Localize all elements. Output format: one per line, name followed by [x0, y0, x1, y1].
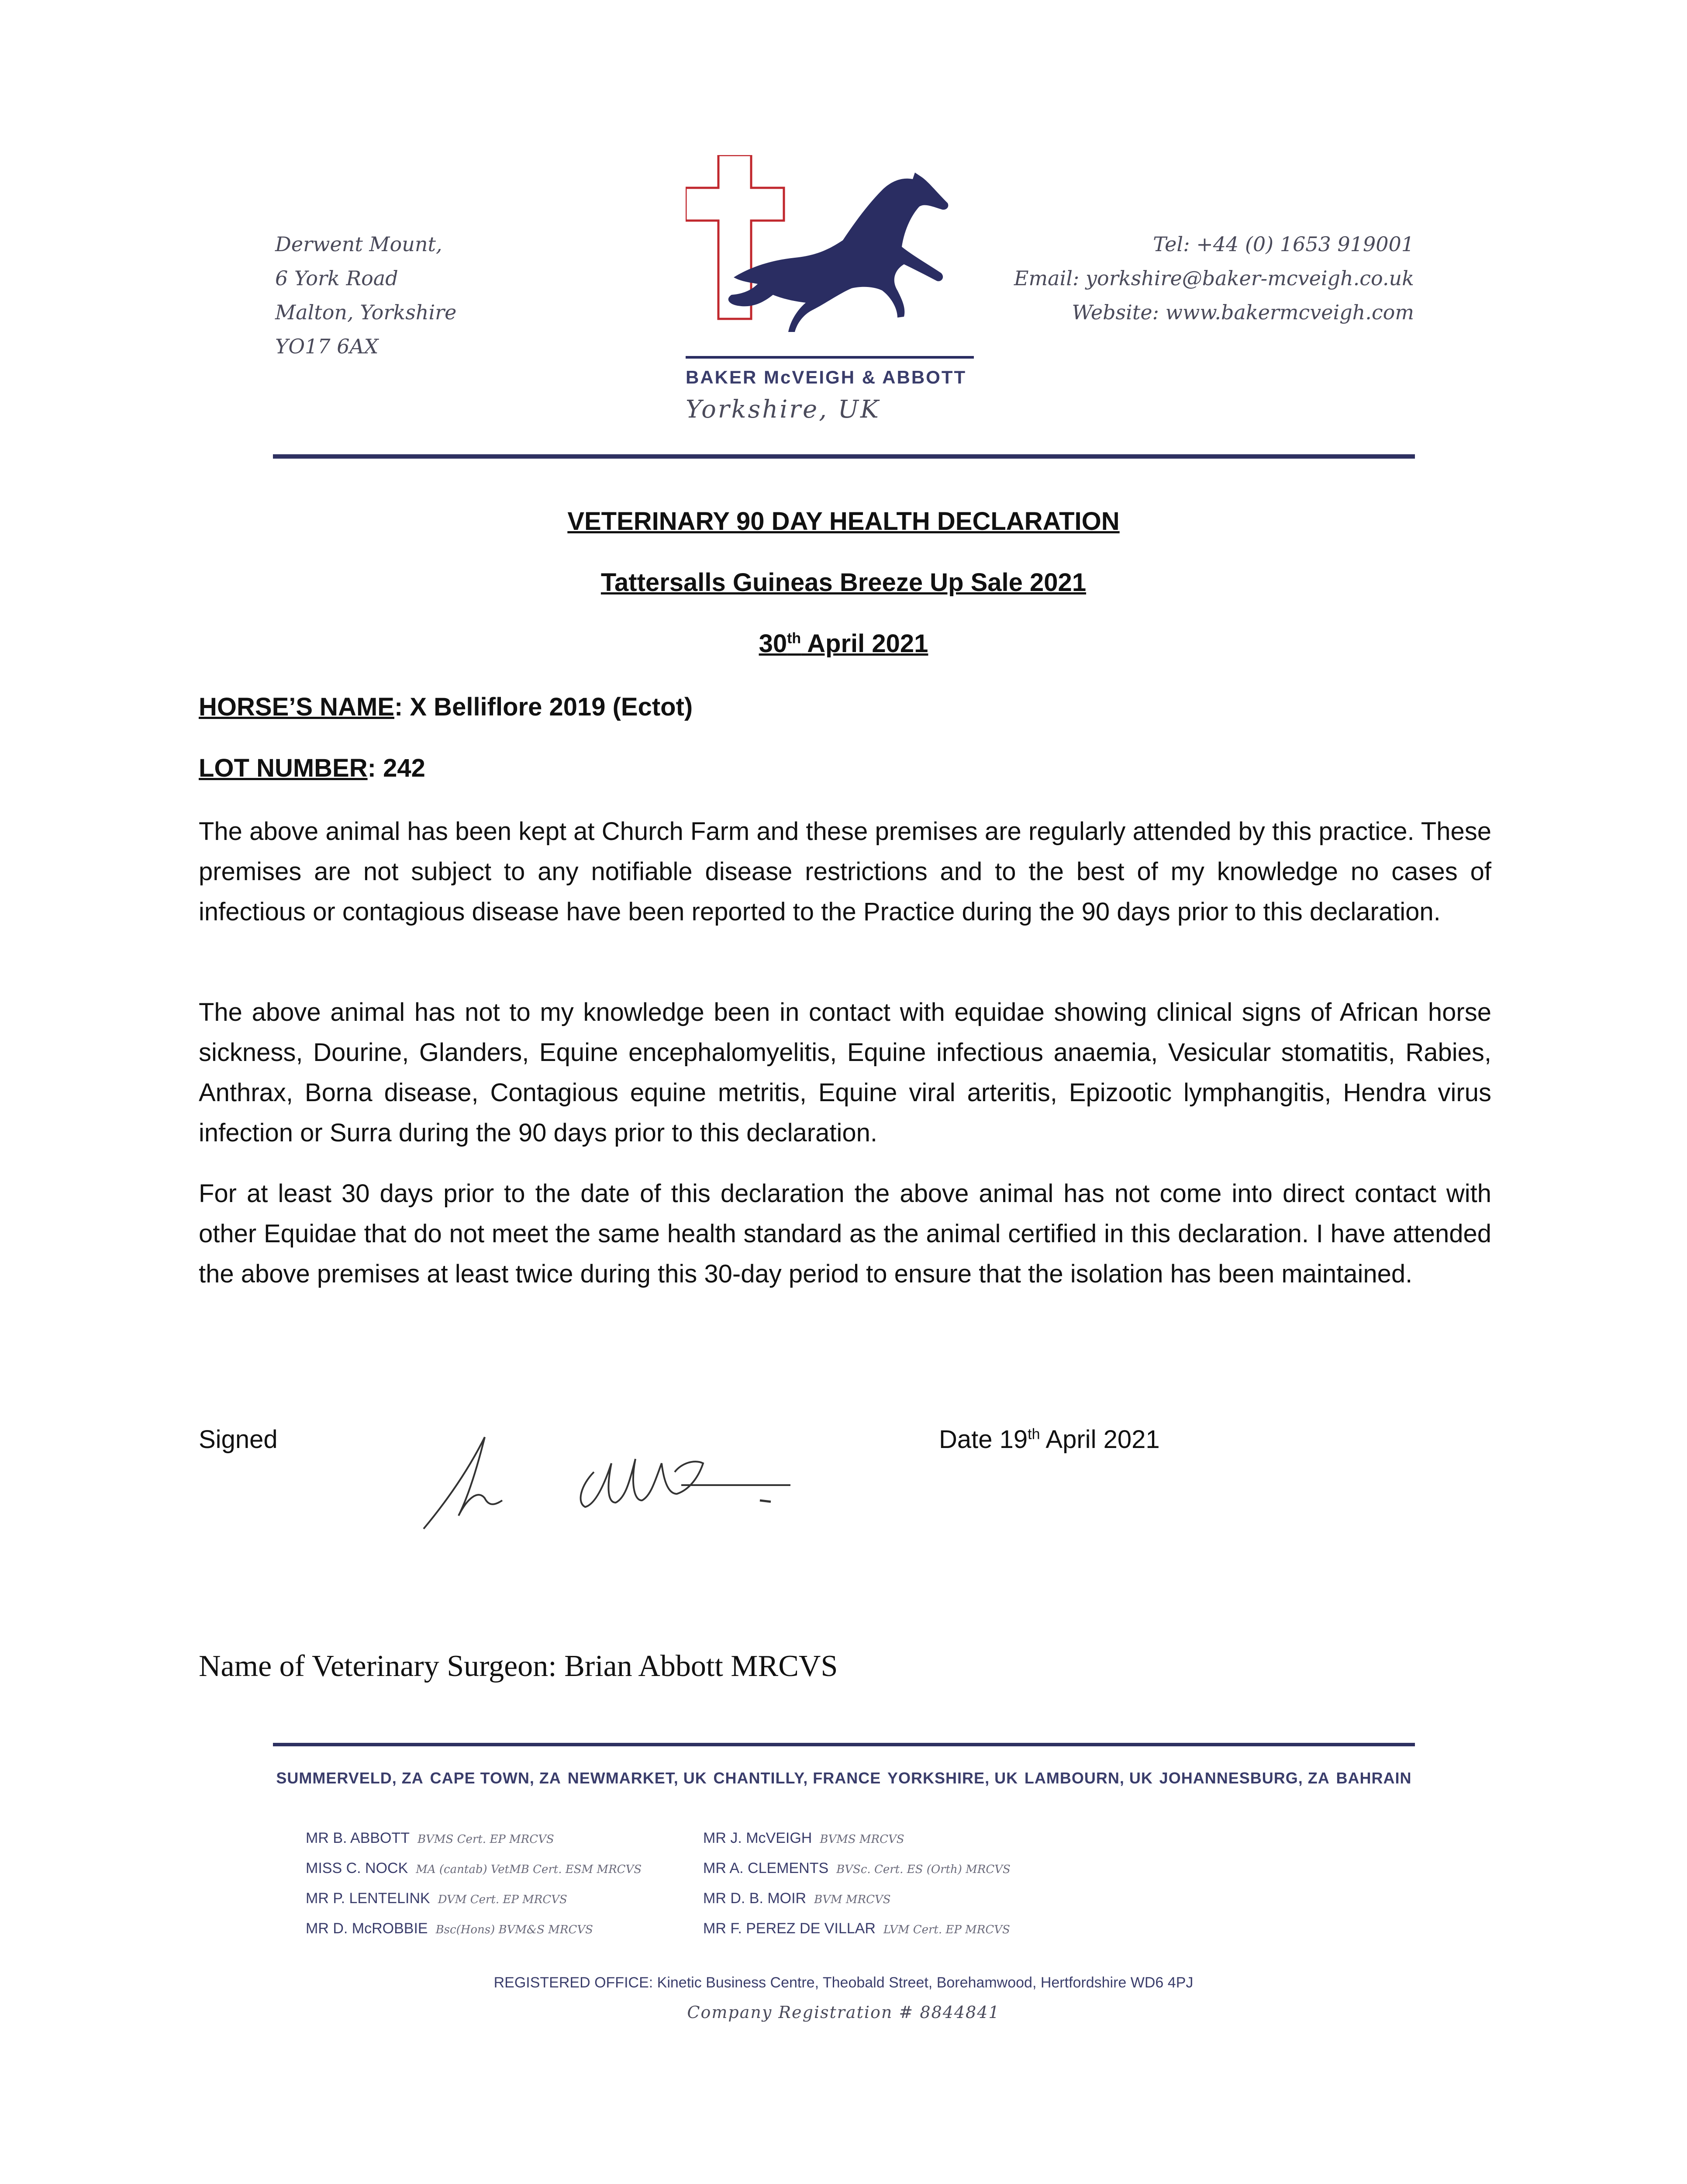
address-line: Derwent Mount,	[275, 232, 442, 256]
office-location: LAMBOURN, UK	[1024, 1769, 1153, 1787]
horse-name-field	[199, 692, 693, 722]
lot-number-value: : 242	[367, 754, 425, 782]
horse-cross-logo-icon	[686, 155, 974, 435]
firm-name: BAKER McVEIGH & ABBOTT	[686, 367, 967, 387]
office-location: YORKSHIRE, UK	[887, 1769, 1018, 1787]
address-line: YO17 6AX	[275, 335, 379, 358]
signature-icon	[419, 1424, 812, 1538]
staff-member: MR A. CLEMENTS BVSc. Cert. ES (Orth) MRCVS	[703, 1860, 1011, 1876]
staff-member: MR D. B. MOIR BVM MRCVS	[703, 1890, 891, 1907]
company-registration: Company Registration # 8844841	[687, 2003, 1000, 2022]
office-location: CHANTILLY, FRANCE	[713, 1769, 881, 1787]
firm-location: Yorkshire, UK	[686, 395, 880, 424]
declaration-date: Date 19th April 2021	[939, 1425, 1160, 1454]
staff-member: MR D. McROBBIE Bsc(Hons) BVM&S MRCVS	[306, 1920, 593, 1937]
practice-address	[275, 227, 456, 363]
office-location: JOHANNESBURG, ZA	[1159, 1769, 1330, 1787]
staff-member: MR F. PEREZ DE VILLAR LVM Cert. EP MRCVS	[703, 1920, 1010, 1937]
staff-list-right	[703, 1824, 1011, 1944]
email: Email: yorkshire@baker-mcveigh.co.uk	[1014, 266, 1414, 290]
sale-date: 30th April 2021	[759, 629, 928, 658]
contact-details	[1014, 227, 1414, 329]
premises-paragraph: The above animal has been kept at Church Farm and these premises are regularly attended by this practice. These premises are not subject to any notifiable disease restrictions and to the best of my knowledge no cases of infectious or contagious disease have been reported to the Practice during the 90 days prior to this declaration.	[199, 817, 1491, 926]
signed-label: Signed	[199, 1425, 278, 1454]
office-location: BAHRAIN	[1336, 1769, 1412, 1787]
staff-member: MR P. LENTELINK DVM Cert. EP MRCVS	[306, 1890, 567, 1907]
isolation-paragraph: For at least 30 days prior to the date of this declaration the above animal has not come into direct contact with other Equidae that do not meet the same health standard as the animal certified in this declaration. I have attended the above premises at least twice during this 30-day period to ensure that the isolation has been maintained.	[199, 1179, 1491, 1288]
lot-number-field	[199, 753, 425, 783]
registered-office: REGISTERED OFFICE: Kinetic Business Centre, Theobald Street, Borehamwood, Hertfordshire WD6 4PJ	[493, 1974, 1194, 1991]
footer-divider	[273, 1743, 1415, 1746]
office-locations	[273, 1769, 1415, 1787]
horse-name-value: : X Belliflore 2019 (Ectot)	[394, 693, 693, 721]
staff-member: MR B. ABBOTT BVMS Cert. EP MRCVS	[306, 1830, 554, 1846]
declaration-title: VETERINARY 90 DAY HEALTH DECLARATION	[567, 507, 1120, 536]
staff-member: MISS C. NOCK MA (cantab) VetMB Cert. ESM MRCVS	[306, 1860, 642, 1876]
staff-member: MR J. McVEIGH BVMS MRCVS	[703, 1830, 904, 1846]
staff-list-left	[306, 1824, 642, 1944]
lot-number-label: LOT NUMBER	[199, 754, 368, 782]
horse-name-label: HORSE’S NAME	[199, 693, 394, 721]
sale-name: Tattersalls Guineas Breeze Up Sale 2021	[600, 568, 1087, 597]
header-divider	[273, 454, 1415, 459]
address-line: 6 York Road	[275, 266, 398, 290]
office-location: SUMMERVELD, ZA	[276, 1769, 424, 1787]
office-location: NEWMARKET, UK	[567, 1769, 707, 1787]
disease-contact-paragraph: The above animal has not to my knowledge been in contact with equidae showing clinical signs of African horse sickness, Dourine, Glanders, Equine encephalomyelitis, Equine infectious anaemia, Vesicular stomatitis, Rabies, Anthrax, Borna disease, Contagious equine metritis, Equine viral arteritis, Epizootic lymphangitis, Hendra virus infection or Surra during the 90 days prior to this declaration.	[199, 998, 1491, 1147]
veterinary-surgeon-name: Name of Veterinary Surgeon: Brian Abbott MRCVS	[199, 1649, 838, 1683]
address-line: Malton, Yorkshire	[275, 301, 457, 324]
office-location: CAPE TOWN, ZA	[430, 1769, 561, 1787]
website: Website: www.bakermcveigh.com	[1072, 301, 1414, 324]
phone: Tel: +44 (0) 1653 919001	[1153, 232, 1414, 256]
